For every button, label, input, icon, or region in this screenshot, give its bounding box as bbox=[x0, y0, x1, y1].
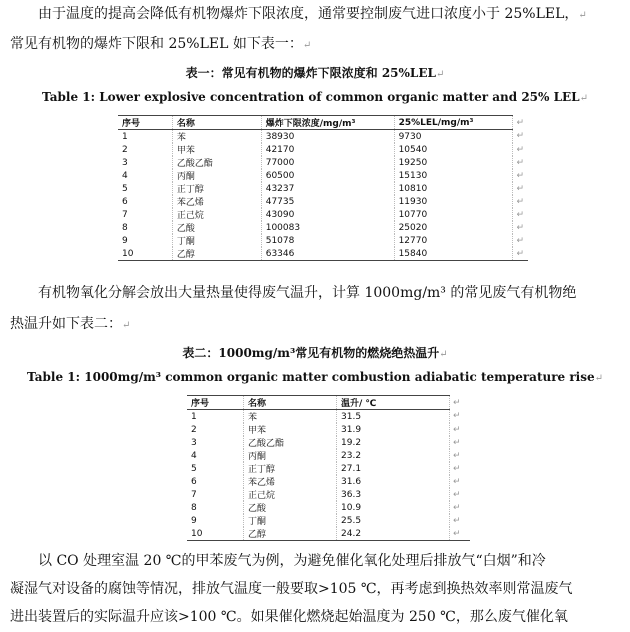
bottom-line-3 bbox=[10, 606, 620, 628]
table2-header-cell: 名称 bbox=[244, 396, 337, 410]
table-cell: 丙酮 bbox=[172, 169, 261, 182]
table-cell: 9 bbox=[122, 235, 128, 246]
table-cell: 苯 bbox=[244, 410, 337, 424]
table-cell: 60500 bbox=[261, 169, 394, 182]
row-end-mark: ↵ bbox=[450, 410, 471, 424]
row-end-mark: ↵ bbox=[450, 436, 471, 449]
table-cell: 2 bbox=[191, 424, 197, 435]
table-cell: 5 bbox=[122, 183, 128, 194]
table-cell: 丙酮 bbox=[244, 449, 337, 462]
table-cell: 10770 bbox=[394, 208, 513, 221]
table-cell: 乙酸 bbox=[244, 501, 337, 514]
table-cell: 77000 bbox=[261, 156, 394, 169]
table-cell: 25020 bbox=[394, 221, 513, 234]
table2 bbox=[187, 395, 470, 541]
row-end-mark: ↵ bbox=[450, 423, 471, 436]
table-cell: 31.9 bbox=[337, 423, 450, 436]
table1-header-row bbox=[118, 116, 528, 130]
table-cell: 10540 bbox=[394, 143, 513, 156]
table-row bbox=[118, 221, 528, 234]
paragraph-mark: ↵ bbox=[578, 10, 587, 21]
middle-line-2 bbox=[10, 313, 620, 337]
row-end-mark: ↵ bbox=[513, 130, 528, 144]
bottom-line-1-text: 以 CO 处理室温 20 ℃的甲苯废气为例，为避免催化氧化处理后排放气“白烟”和冷 bbox=[38, 553, 546, 569]
table-cell: 27.1 bbox=[337, 462, 450, 475]
middle-line-1 bbox=[10, 282, 620, 304]
bottom-line-1 bbox=[10, 550, 620, 572]
table-cell: 12770 bbox=[394, 234, 513, 247]
table-cell: 乙醇 bbox=[244, 527, 337, 541]
table-row bbox=[187, 436, 470, 449]
table-cell: 10 bbox=[118, 247, 172, 261]
table-cell: 43237 bbox=[261, 182, 394, 195]
table-cell: 3 bbox=[191, 437, 197, 448]
table-row bbox=[118, 208, 528, 221]
paragraph-mark: ↵ bbox=[594, 373, 604, 384]
row-end-mark: ↵ bbox=[450, 488, 471, 501]
table-cell: 47735 bbox=[261, 195, 394, 208]
table-cell: 25.5 bbox=[337, 514, 450, 527]
table1-header-cell: 爆炸下限浓度/mg/m³ bbox=[261, 116, 394, 130]
table-cell: 正己烷 bbox=[244, 488, 337, 501]
table-cell: 乙醇 bbox=[172, 247, 261, 261]
table2-header-row bbox=[187, 396, 470, 410]
table2-caption-cn bbox=[0, 344, 630, 361]
table-row bbox=[187, 488, 470, 501]
row-end-mark: ↵ bbox=[513, 156, 528, 169]
table-cell: 正丁醇 bbox=[172, 182, 261, 195]
table-cell: 丁酮 bbox=[172, 234, 261, 247]
table-cell: 6 bbox=[122, 196, 128, 207]
table-cell: 42170 bbox=[261, 143, 394, 156]
row-end-mark: ↵ bbox=[450, 449, 471, 462]
table-cell: 乙酸 bbox=[172, 221, 261, 234]
table-row bbox=[118, 169, 528, 182]
row-end-mark: ↵ bbox=[513, 247, 528, 261]
row-end-mark: ↵ bbox=[450, 514, 471, 527]
table-cell: 10.9 bbox=[337, 501, 450, 514]
table1-header-cell: 25%LEL/mg/m³ bbox=[394, 116, 513, 130]
table-cell: 38930 bbox=[261, 130, 394, 144]
table-cell: 10810 bbox=[394, 182, 513, 195]
table2-header-cell: 序号 bbox=[187, 396, 244, 410]
table-cell: 苯乙烯 bbox=[172, 195, 261, 208]
intro-line-1-text: 由于温度的提高会降低有机物爆炸下限浓度，通常要控制废气进口浓度小于 25%LEL， bbox=[38, 6, 579, 22]
paragraph-mark: ↵ bbox=[435, 69, 445, 80]
middle-line-1-text: 有机物氧化分解会放出大量热量使得废气温升，计算 1000mg/m³ 的常见废气有机物绝 bbox=[38, 285, 577, 301]
table-row bbox=[118, 234, 528, 247]
table-cell: 7 bbox=[122, 209, 128, 220]
table-cell: 苯 bbox=[172, 130, 261, 144]
table-cell: 1 bbox=[191, 411, 197, 422]
table-cell: 31.6 bbox=[337, 475, 450, 488]
table-cell: 19.2 bbox=[337, 436, 450, 449]
table-cell: 23.2 bbox=[337, 449, 450, 462]
table-cell: 51078 bbox=[261, 234, 394, 247]
table1-caption-cn bbox=[0, 64, 630, 81]
row-end-mark: ↵ bbox=[513, 221, 528, 234]
table-row bbox=[118, 182, 528, 195]
table2-header-cell: 温升/ ℃ bbox=[337, 396, 450, 410]
row-end-mark: ↵ bbox=[513, 116, 528, 130]
table-cell: 乙酸乙酯 bbox=[172, 156, 261, 169]
table2-caption-cn-text: 表二：1000mg/m³常见有机物的燃烧绝热温升 bbox=[182, 346, 440, 360]
table-cell: 2 bbox=[122, 144, 128, 155]
table-cell: 24.2 bbox=[337, 527, 450, 541]
table-row bbox=[118, 247, 528, 261]
table2-caption-en-text: Table 1: 1000mg/m³ common organic matter combustion adiabatic temperature rise bbox=[26, 370, 595, 384]
paragraph-mark: ↵ bbox=[579, 93, 589, 104]
table-row bbox=[118, 156, 528, 169]
table-cell: 3 bbox=[122, 157, 128, 168]
row-end-mark: ↵ bbox=[450, 396, 471, 410]
table-cell: 19250 bbox=[394, 156, 513, 169]
table-cell: 100083 bbox=[261, 221, 394, 234]
paragraph-mark: ↵ bbox=[302, 40, 312, 51]
table-cell: 丁酮 bbox=[244, 514, 337, 527]
table1 bbox=[118, 115, 528, 261]
table-row bbox=[118, 130, 528, 144]
middle-line-2-text: 热温升如下表二： bbox=[10, 316, 122, 332]
table-row bbox=[187, 449, 470, 462]
intro-line-2-text: 常见有机物的爆炸下限和 25%LEL 如下表一： bbox=[10, 36, 303, 52]
row-end-mark: ↵ bbox=[513, 195, 528, 208]
table-cell: 苯乙烯 bbox=[244, 475, 337, 488]
table2-caption-en bbox=[0, 370, 630, 384]
bottom-line-3-text: 进出装置后的实际温升应该>100 ℃。如果催化燃烧起始温度为 250 ℃，那么废气催化氧 bbox=[10, 609, 568, 625]
table1-header-cell: 序号 bbox=[118, 116, 172, 130]
table-cell: 正丁醇 bbox=[244, 462, 337, 475]
table-cell: 正己烷 bbox=[172, 208, 261, 221]
row-end-mark: ↵ bbox=[513, 234, 528, 247]
table1-caption-en-text: Table 1: Lower explosive concentration of common organic matter and 25% LEL bbox=[41, 90, 580, 104]
table-cell: 甲苯 bbox=[172, 143, 261, 156]
table-cell: 1 bbox=[122, 131, 128, 142]
row-end-mark: ↵ bbox=[450, 501, 471, 514]
table1-caption-cn-text: 表一：常见有机物的爆炸下限浓度和 25%LEL bbox=[185, 66, 436, 80]
table-cell: 43090 bbox=[261, 208, 394, 221]
table-row bbox=[187, 410, 470, 424]
table1-header-cell: 名称 bbox=[172, 116, 261, 130]
table-cell: 15130 bbox=[394, 169, 513, 182]
table-row bbox=[187, 475, 470, 488]
table1-caption-en bbox=[0, 90, 630, 104]
bottom-line-2-text: 凝湿气对设备的腐蚀等情况，排放气温度一般要取>105 ℃，再考虑到换热效率则常温废气 bbox=[10, 581, 573, 597]
row-end-mark: ↵ bbox=[450, 475, 471, 488]
table-cell: 8 bbox=[122, 222, 128, 233]
table-row bbox=[187, 423, 470, 436]
table-cell: 7 bbox=[191, 489, 197, 500]
table-cell: 36.3 bbox=[337, 488, 450, 501]
table-cell: 11930 bbox=[394, 195, 513, 208]
table-row bbox=[118, 143, 528, 156]
row-end-mark: ↵ bbox=[450, 462, 471, 475]
table-row bbox=[187, 514, 470, 527]
paragraph-mark: ↵ bbox=[122, 320, 131, 331]
row-end-mark: ↵ bbox=[513, 182, 528, 195]
bottom-line-2 bbox=[10, 578, 620, 600]
row-end-mark: ↵ bbox=[450, 527, 471, 541]
table-row bbox=[118, 195, 528, 208]
intro-line-1 bbox=[10, 3, 620, 27]
table-row bbox=[187, 527, 470, 541]
row-end-mark: ↵ bbox=[513, 143, 528, 156]
intro-line-2 bbox=[10, 33, 620, 57]
table-cell: 6 bbox=[191, 476, 197, 487]
row-end-mark: ↵ bbox=[513, 208, 528, 221]
table-cell: 4 bbox=[191, 450, 197, 461]
table-row bbox=[187, 462, 470, 475]
table-cell: 15840 bbox=[394, 247, 513, 261]
table-cell: 8 bbox=[191, 502, 197, 513]
table-cell: 9 bbox=[191, 515, 197, 526]
table-cell: 甲苯 bbox=[244, 423, 337, 436]
table-cell: 乙酸乙酯 bbox=[244, 436, 337, 449]
table-cell: 63346 bbox=[261, 247, 394, 261]
paragraph-mark: ↵ bbox=[439, 349, 448, 360]
table-cell: 9730 bbox=[394, 130, 513, 144]
table-cell: 5 bbox=[191, 463, 197, 474]
table-cell: 4 bbox=[122, 170, 128, 181]
row-end-mark: ↵ bbox=[513, 169, 528, 182]
table-cell: 31.5 bbox=[337, 410, 450, 424]
table-cell: 10 bbox=[187, 527, 244, 541]
table-row bbox=[187, 501, 470, 514]
